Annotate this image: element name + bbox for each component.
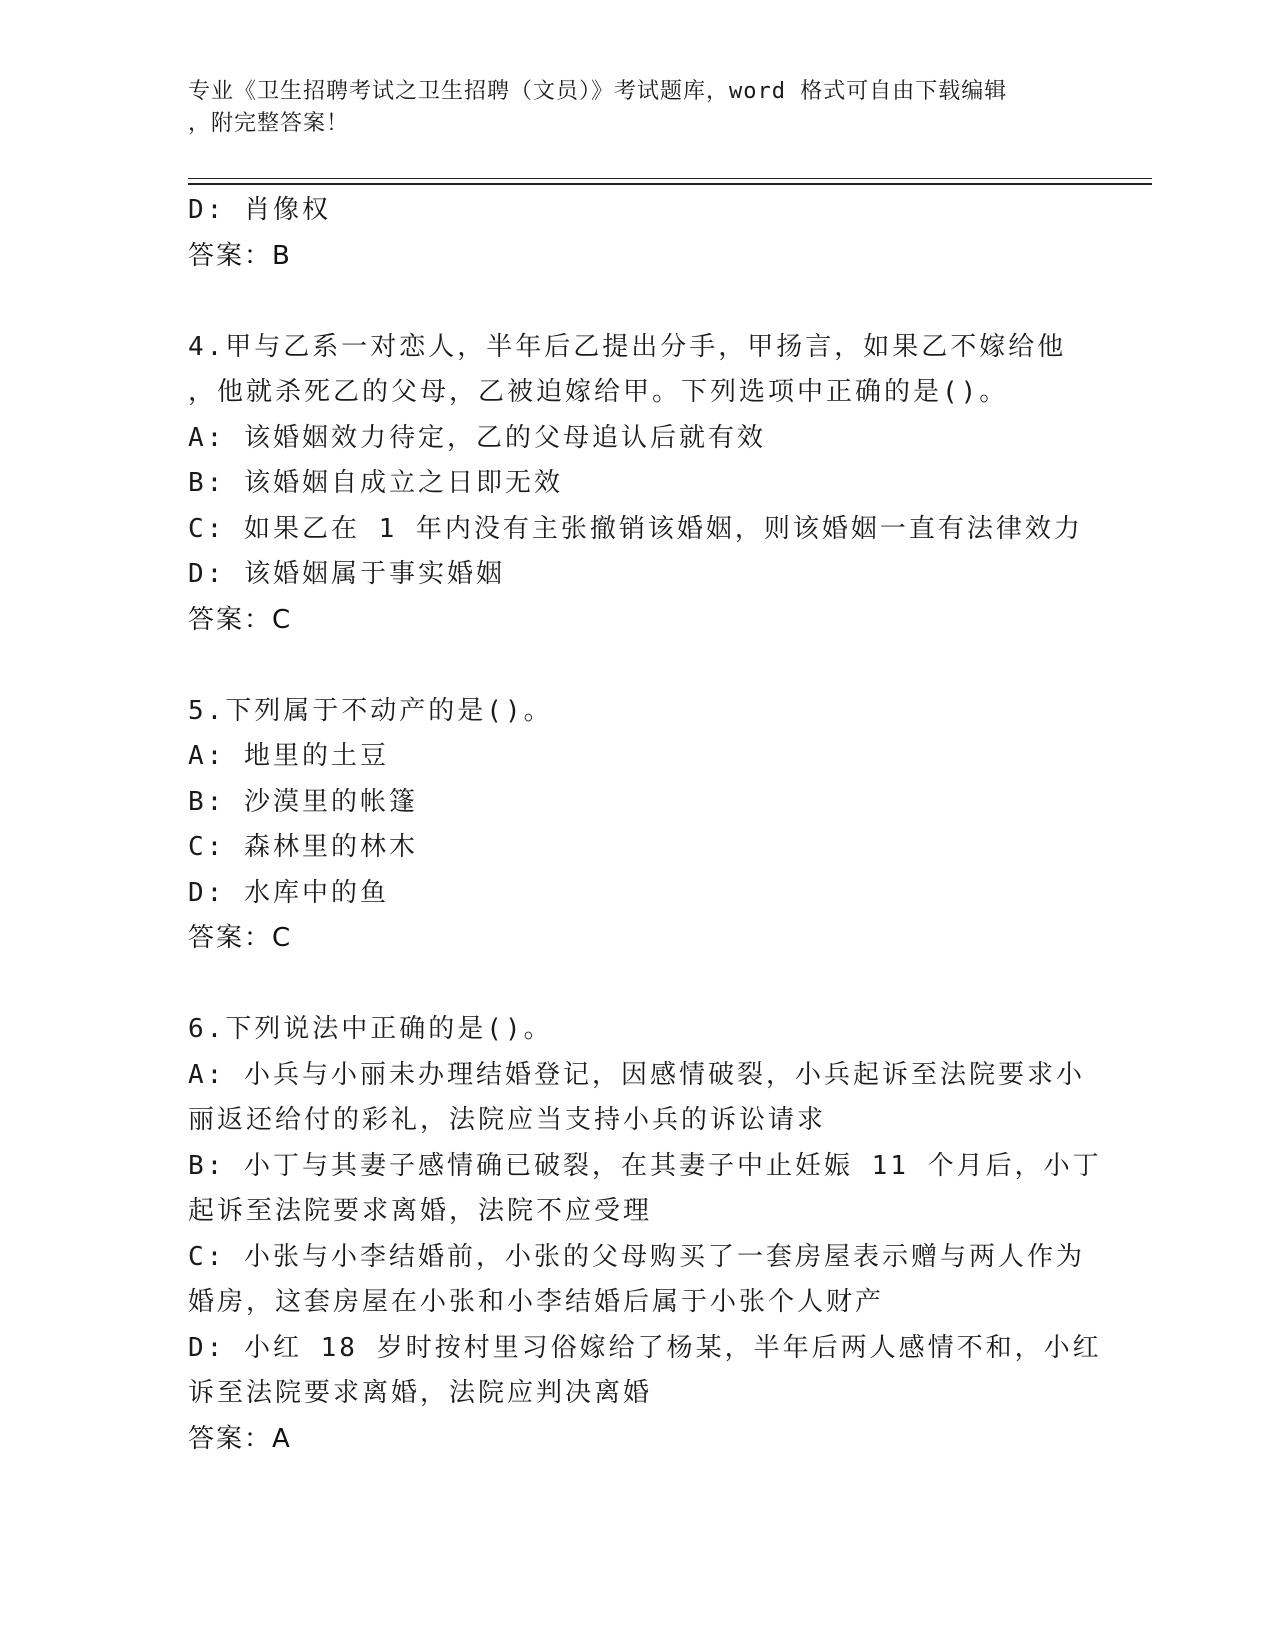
header-divider-thick <box>188 183 1152 185</box>
q6-option-d-line-2: 诉至法院要求离婚，法院应判决离婚 <box>188 1378 653 1408</box>
spacer <box>188 279 1088 325</box>
q5-stem: 5.下列属于不动产的是()。 <box>188 695 553 726</box>
q5-option-b: B: 沙漠里的帐篷 <box>188 786 418 817</box>
q6-option-c-line-1: C: 小张与小李结婚前，小张的父母购买了一套房屋表示赠与两人作为 <box>188 1241 1085 1272</box>
q6-option-a-line-1: A: 小兵与小丽未办理结婚登记，因感情破裂，小兵起诉至法院要求小 <box>188 1059 1085 1090</box>
spacer <box>188 643 1088 689</box>
q6-answer: 答案：A <box>188 1423 292 1454</box>
document-header <box>188 76 1068 140</box>
q6-option-c-line-2: 婚房，这套房屋在小张和小李结婚后属于小张个人财产 <box>188 1287 885 1317</box>
q6-option-a-line-2: 丽返还给付的彩礼，法院应当支持小兵的诉讼请求 <box>188 1105 827 1135</box>
q4-stem-line-1: 4.甲与乙系一对恋人，半年后乙提出分手，甲扬言，如果乙不嫁给他 <box>188 331 1067 362</box>
q4-option-b: B: 该婚姻自成立之日即无效 <box>188 468 563 498</box>
q5-option-c: C: 森林里的林木 <box>188 832 418 862</box>
q6-option-b-line-1: B: 小丁与其妻子感情确已破裂，在其妻子中止妊娠 11 个月后，小丁 <box>188 1150 1102 1181</box>
q4-answer: 答案：C <box>188 604 293 635</box>
spacer <box>188 962 1088 1008</box>
q5-answer: 答案：C <box>188 923 293 953</box>
q3-answer: 答案：B <box>188 240 292 271</box>
q4-option-a: A: 该婚姻效力待定，乙的父母追认后就有效 <box>188 422 766 453</box>
header-divider-thin <box>188 178 1152 179</box>
q4-stem-line-2: ，他就杀死乙的父母，乙被迫嫁给甲。下列选项中正确的是()。 <box>188 377 1009 407</box>
q3-option-d: D: 肖像权 <box>188 195 331 225</box>
q4-option-d: D: 该婚姻属于事实婚姻 <box>188 559 505 589</box>
q4-option-c: C: 如果乙在 1 年内没有主张撤销该婚姻，则该婚姻一直有法律效力 <box>188 513 1083 544</box>
header-line-2: ，附完整答案！ <box>188 111 350 136</box>
header-line-1: 专业《卫生招聘考试之卫生招聘（文员）》考试题库，word 格式可自由下载编辑 <box>188 79 1008 104</box>
q6-option-b-line-2: 起诉至法院要求离婚，法院不应受理 <box>188 1196 653 1226</box>
question-content <box>188 188 1102 1462</box>
q5-option-d: D: 水库中的鱼 <box>188 877 389 908</box>
q6-stem: 6.下列说法中正确的是()。 <box>188 1014 553 1044</box>
q5-option-a: A: 地里的土豆 <box>188 741 389 771</box>
q6-option-d-line-1: D: 小红 18 岁时按村里习俗嫁给了杨某，半年后两人感情不和，小红 <box>188 1332 1102 1363</box>
